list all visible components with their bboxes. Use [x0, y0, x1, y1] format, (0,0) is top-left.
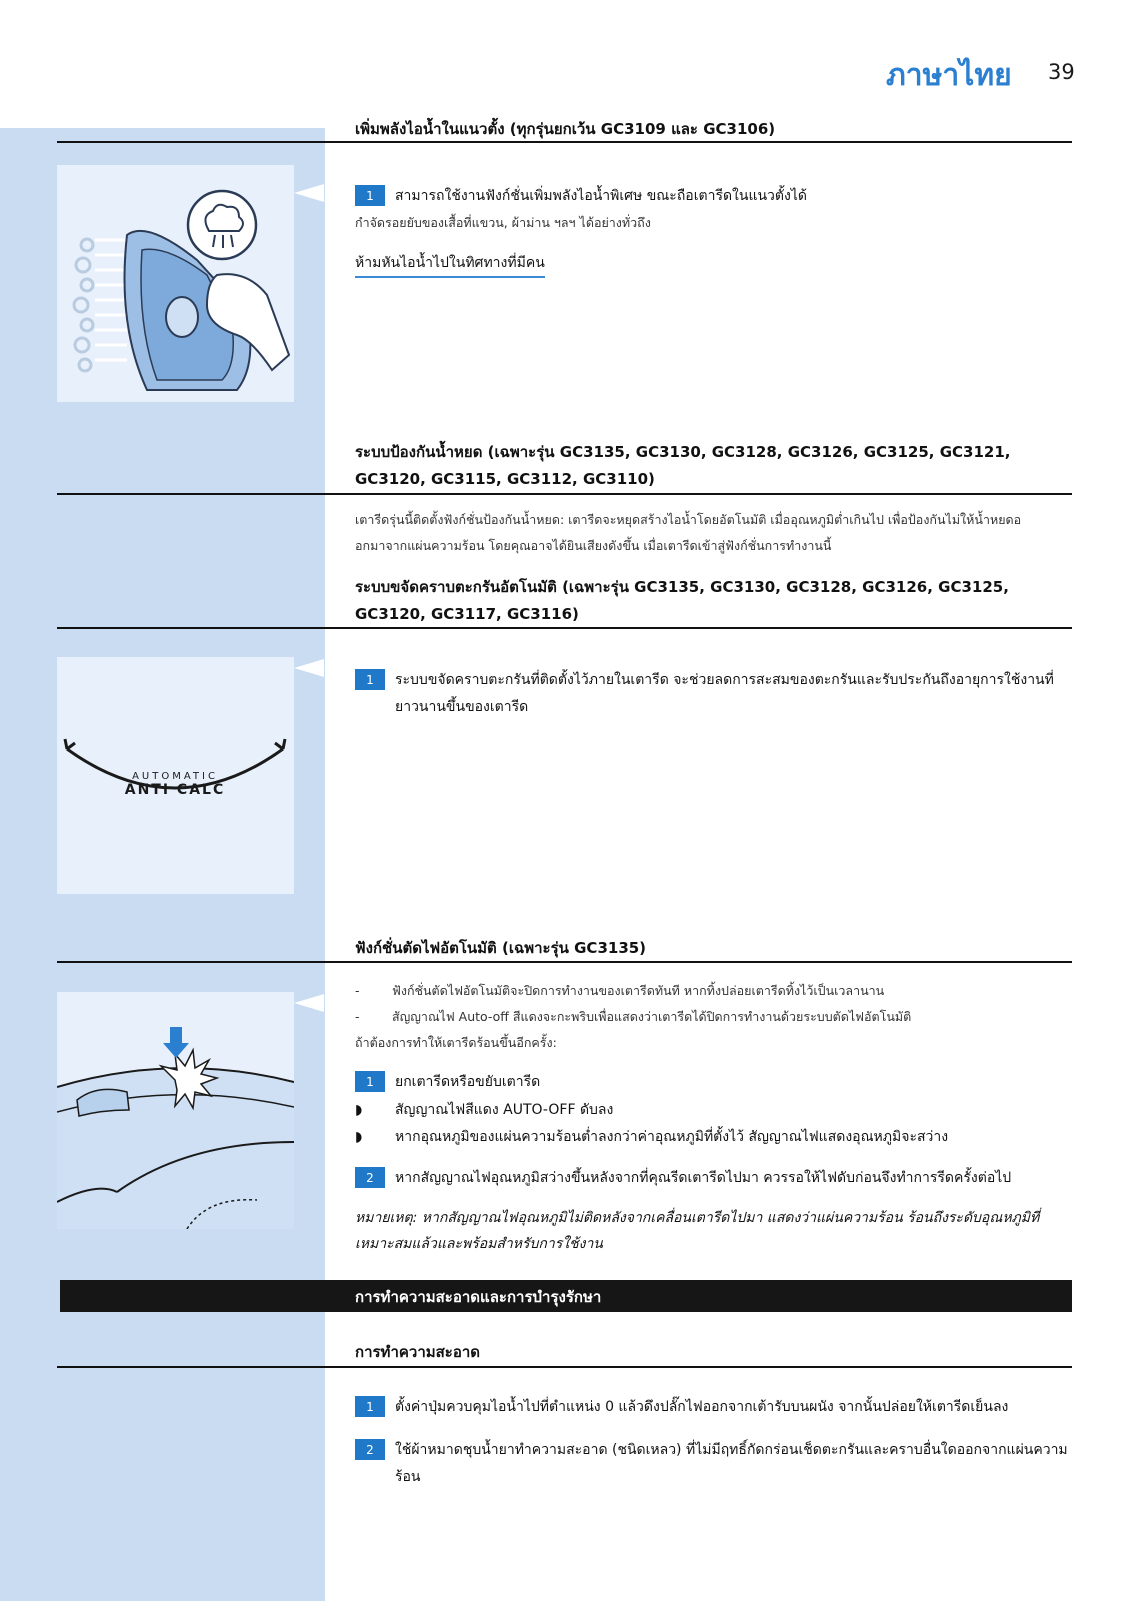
illustration-pointer	[294, 659, 324, 677]
anti-calc-step-1	[355, 667, 1075, 721]
step-text: ตั้งค่าปุ่มควบคุมไอน้ำไปที่ตำแหน่ง 0 แล้วดึงปลั๊กไฟออกจากเต้ารับบนผนัง จากนั้นปล่อยให้เตารีดเย็นลง	[395, 1399, 1009, 1415]
step-text: สามารถใช้งานฟังก์ชั่นเพิ่มพลังไอน้ำพิเศษ ขณะถือเตารีดในแนวตั้งได้	[395, 188, 807, 204]
title-line: GC3120, GC3117, GC3116)	[355, 605, 579, 623]
dash-text: ฟังก์ชั่นตัดไฟอัตโนมัติจะปิดการทำงานของเตารีดทันที หากทิ้งปล่อยเตารีดทิ้งไว้เป็นเวลานาน	[392, 983, 885, 998]
body-line: เตารีดรุ่นนี้ติดตั้งฟังก์ชั่นป้องกันน้ำหยด: เตารีดจะหยุดสร้างไอน้ำโดยอัตโนมัติ เมื่ออุณหภูมิต่ำเกินไป เพื่อป้องกันไม่ให้น้ำหยดอ	[355, 512, 1022, 527]
auto-off-note-1	[355, 978, 884, 1004]
anti-calc-label-top: AUTOMATIC	[132, 771, 218, 782]
anti-calc-label-bottom: ANTI CALC	[124, 782, 226, 798]
step-text: ยกเตารีดหรือขยับเตารีด	[395, 1074, 541, 1090]
page-language-title: ภาษาไทย	[886, 58, 1012, 93]
section-title-cleaning: การทำความสะอาด	[355, 1343, 481, 1361]
body-line: อกมาจากแผ่นความร้อน โดยคุณอาจได้ยินเสียงดังขึ้น เมื่อเตารีดเข้าสู่ฟังก์ชั่นการทำงานนี้	[355, 538, 832, 553]
step-number-badge: 1	[355, 185, 385, 206]
section-divider	[57, 1366, 1072, 1368]
section-divider	[57, 627, 1072, 629]
section-divider	[57, 493, 1072, 495]
title-line: GC3120, GC3115, GC3112, GC3110)	[355, 470, 655, 488]
vertical-steam-step-1	[355, 183, 1075, 210]
title-line: ระบบขจัดคราบตะกรันอัตโนมัติ (เฉพาะรุ่น GC3135, GC3130, GC3128, GC3126, GC3125,	[355, 578, 1009, 596]
auto-off-step-2	[355, 1165, 1075, 1192]
section-title-auto-off: ฟังก์ชั่นตัดไฟอัตโนมัติ (เฉพาะรุ่น GC3135)	[355, 939, 647, 957]
warning-text: ห้ามหันไอน้ำไปในทิศทางที่มีคน	[355, 252, 545, 278]
anti-calc-illustration	[57, 657, 294, 894]
section-divider	[57, 141, 1072, 143]
dash-mark: -	[355, 983, 360, 998]
section-title-vertical-steam: เพิ่มพลังไอน้ำในแนวตั้ง (ทุกรุ่นยกเว้น GC3109 และ GC3106)	[355, 120, 776, 138]
page-number: 39	[1048, 60, 1075, 84]
reheat-instruction: ถ้าต้องการทำให้เตารีดร้อนขึ้นอีกครั้ง:	[355, 1035, 557, 1050]
section-title-drip-stop	[355, 439, 1010, 493]
auto-off-step-1	[355, 1069, 1075, 1096]
bullet-mark: ◗	[355, 1102, 363, 1118]
anti-calc-dial-image	[57, 657, 294, 894]
chapter-heading-bar	[60, 1280, 1072, 1312]
drip-stop-body	[355, 507, 1075, 559]
section-divider	[57, 961, 1072, 963]
step-subtext: กำจัดรอยยับของเสื้อที่แขวน, ผ้าม่าน ฯลฯ ได้อย่างทั่วถึง	[355, 215, 651, 230]
iron-auto-off-image	[57, 992, 294, 1229]
cleaning-step-2	[355, 1437, 1075, 1491]
step-number-badge: 1	[355, 1396, 385, 1417]
bullet-mark: ◗	[355, 1129, 363, 1145]
auto-off-note: หมายเหตุ: หากสัญญาณไฟอุณหภูมิไม่ติดหลังจากเคลื่อนเตารีดไปมา แสดงว่าแผ่นความร้อน ร้อนถึงระดับอุณหภูมิที่เหมาะสมแล้วและพร้อมสำหรับการใช้งาน	[355, 1210, 1040, 1252]
auto-off-note-2	[355, 1004, 911, 1030]
step-number-badge: 1	[355, 1071, 385, 1092]
illustration-pointer	[294, 994, 324, 1012]
title-line: ระบบป้องกันน้ำหยด (เฉพาะรุ่น GC3135, GC3130, GC3128, GC3126, GC3125, GC3121,	[355, 443, 1011, 461]
step-number-badge: 2	[355, 1439, 385, 1460]
step-number-badge: 1	[355, 669, 385, 690]
chapter-heading: การทำความสะอาดและการบำรุงรักษา	[355, 1288, 602, 1306]
cleaning-step-1	[355, 1394, 1075, 1421]
auto-off-result-2	[355, 1124, 1075, 1150]
section-title-anti-calc	[355, 574, 1009, 628]
bullet-text: หากอุณหภูมิของแผ่นความร้อนต่ำลงกว่าค่าอุณหภูมิที่ตั้งไว้ สัญญาณไฟแสดงอุณหภูมิจะสว่าง	[395, 1129, 949, 1145]
dash-mark: -	[355, 1009, 360, 1024]
step-text: ระบบขจัดคราบตะกรันที่ติดตั้งไว้ภายในเตารีด จะช่วยลดการสะสมของตะกรันและรับประกันถึงอายุการใช้งานที่ยาวนานขึ้นของเตารีด	[395, 672, 1054, 715]
illustration-pointer	[294, 184, 324, 202]
auto-off-illustration	[57, 992, 294, 1229]
dash-text: สัญญาณไฟ Auto-off สีแดงจะกะพริบเพื่อแสดงว่าเตารีดได้ปิดการทำงานด้วยระบบตัดไฟอัตโนมัติ	[392, 1009, 912, 1024]
step-text: ใช้ผ้าหมาดชุบน้ำยาทำความสะอาด (ชนิดเหลว) ที่ไม่มีฤทธิ์กัดกร่อนเช็ดตะกรันและคราบอื่นใดออกจากแผ่นความร้อน	[395, 1442, 1068, 1485]
bullet-text: สัญญาณไฟสีแดง AUTO-OFF ดับลง	[395, 1102, 614, 1118]
auto-off-result-1	[355, 1097, 1075, 1123]
iron-vertical-steam-image	[57, 165, 294, 402]
vertical-steam-illustration	[57, 165, 294, 402]
step-number-badge: 2	[355, 1167, 385, 1188]
step-text: หากสัญญาณไฟอุณหภูมิสว่างขึ้นหลังจากที่คุณรีดเตารีดไปมา ควรรอให้ไฟดับก่อนจึงทำการรีดครั้งต่อไป	[395, 1170, 1012, 1186]
